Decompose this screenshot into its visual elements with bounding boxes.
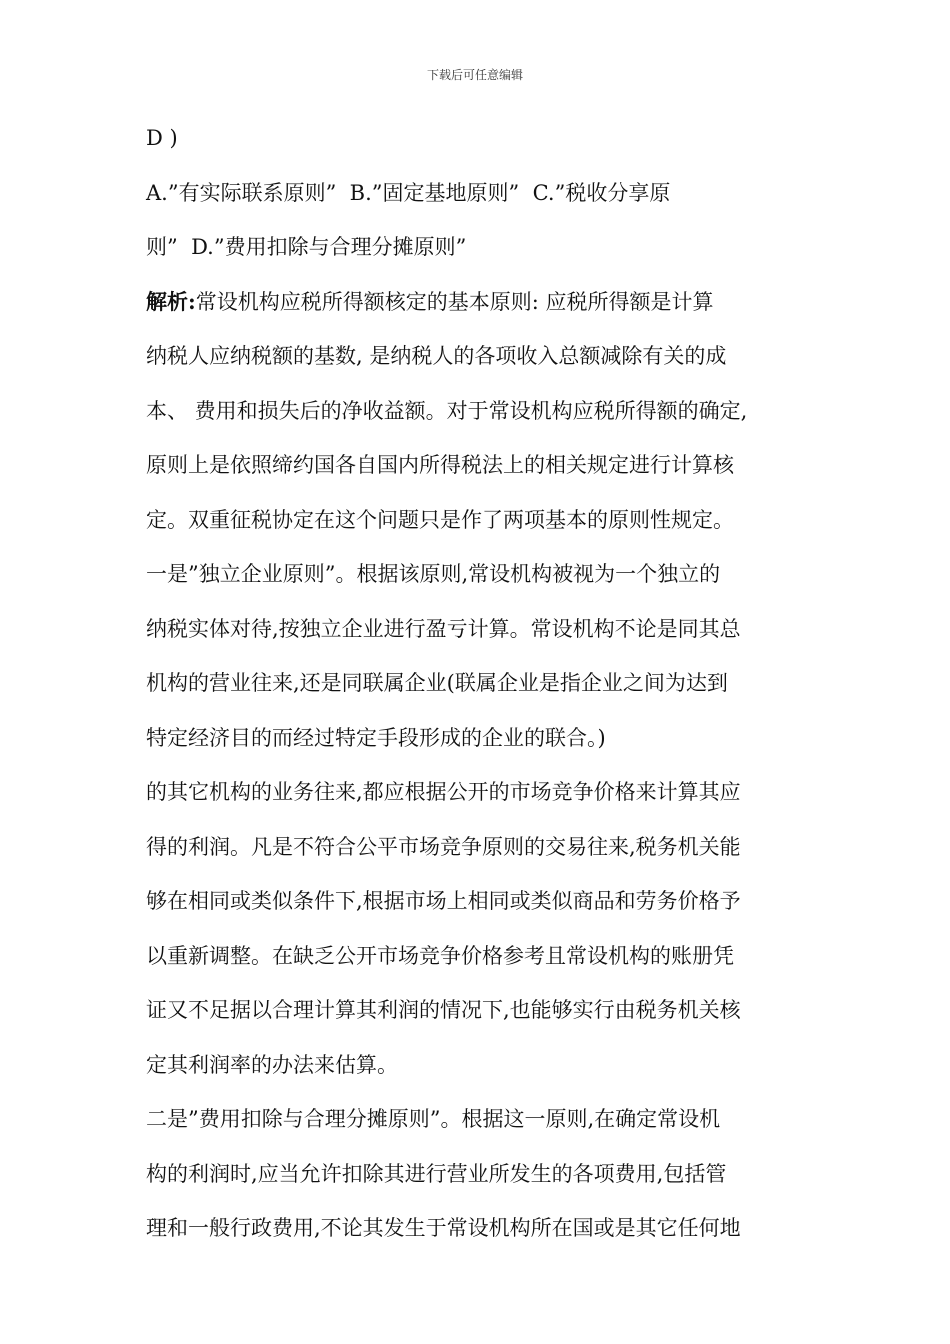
text-line: 机构的营业往来,还是同联属企业(联属企业是指企业之间为达到 xyxy=(146,671,728,695)
document-body xyxy=(146,118,826,1263)
text-line: 纳税人应纳税额的基数, 是纳税人的各项收入总额减除有关的成 xyxy=(146,344,727,368)
text-line: 常设机构应税所得额核定的基本原则: 应税所得额是计算 xyxy=(195,289,714,314)
text-line: 本、 费用和损失后的净收益额。对于常设机构应税所得额的确定, xyxy=(146,398,748,423)
text-line: 以重新调整。在缺乏公开市场竞争价格参考且常设机构的账册凭 xyxy=(146,943,734,968)
text-line: 的其它机构的业务往来,都应根据公开的市场竞争价格来计算其应 xyxy=(146,780,741,804)
text-line: 一是”独立企业原则”。根据该原则,常设机构被视为一个独立的 xyxy=(146,562,721,586)
text-line: 定。双重征税协定在这个问题只是作了两项基本的原则性规定。 xyxy=(146,507,734,532)
page-header-note: 下载后可任意编辑 xyxy=(426,68,523,82)
text-line: D ) xyxy=(146,126,178,150)
analysis-line xyxy=(146,282,826,337)
text-line: A.”有实际联系原则” B.”固定基地原则” C.”税收分享原 xyxy=(146,180,671,205)
text-line: 则” D.”费用扣除与合理分摊原则” xyxy=(146,235,467,259)
text-line: 够在相同或类似条件下,根据市场上相同或类似商品和劳务价格予 xyxy=(146,889,741,913)
text-line: 证又不足据以合理计算其利润的情况下,也能够实行由税务机关核 xyxy=(146,998,741,1022)
text-line: 构的利润时,应当允许扣除其进行营业所发生的各项费用,包括管 xyxy=(146,1161,727,1186)
text-line: 二是”费用扣除与合理分摊原则”。根据这一原则,在确定常设机 xyxy=(146,1107,721,1131)
text-line: 特定经济目的而经过特定手段形成的企业的联合。) xyxy=(146,725,606,750)
text-line: 纳税实体对待,按独立企业进行盈亏计算。常设机构不论是同其总 xyxy=(146,616,741,641)
text-line: 理和一般行政费用,不论其发生于常设机构所在国或是其它任何地 xyxy=(146,1216,741,1240)
text-line: 定其利润率的办法来估算。 xyxy=(146,1052,398,1077)
text-line: 原则上是依照缔约国各自国内所得税法上的相关规定进行计算核 xyxy=(146,453,734,477)
analysis-label: 解析: xyxy=(146,288,196,314)
text-line: 得的利润。凡是不符合公平市场竞争原则的交易往来,税务机关能 xyxy=(146,834,741,859)
